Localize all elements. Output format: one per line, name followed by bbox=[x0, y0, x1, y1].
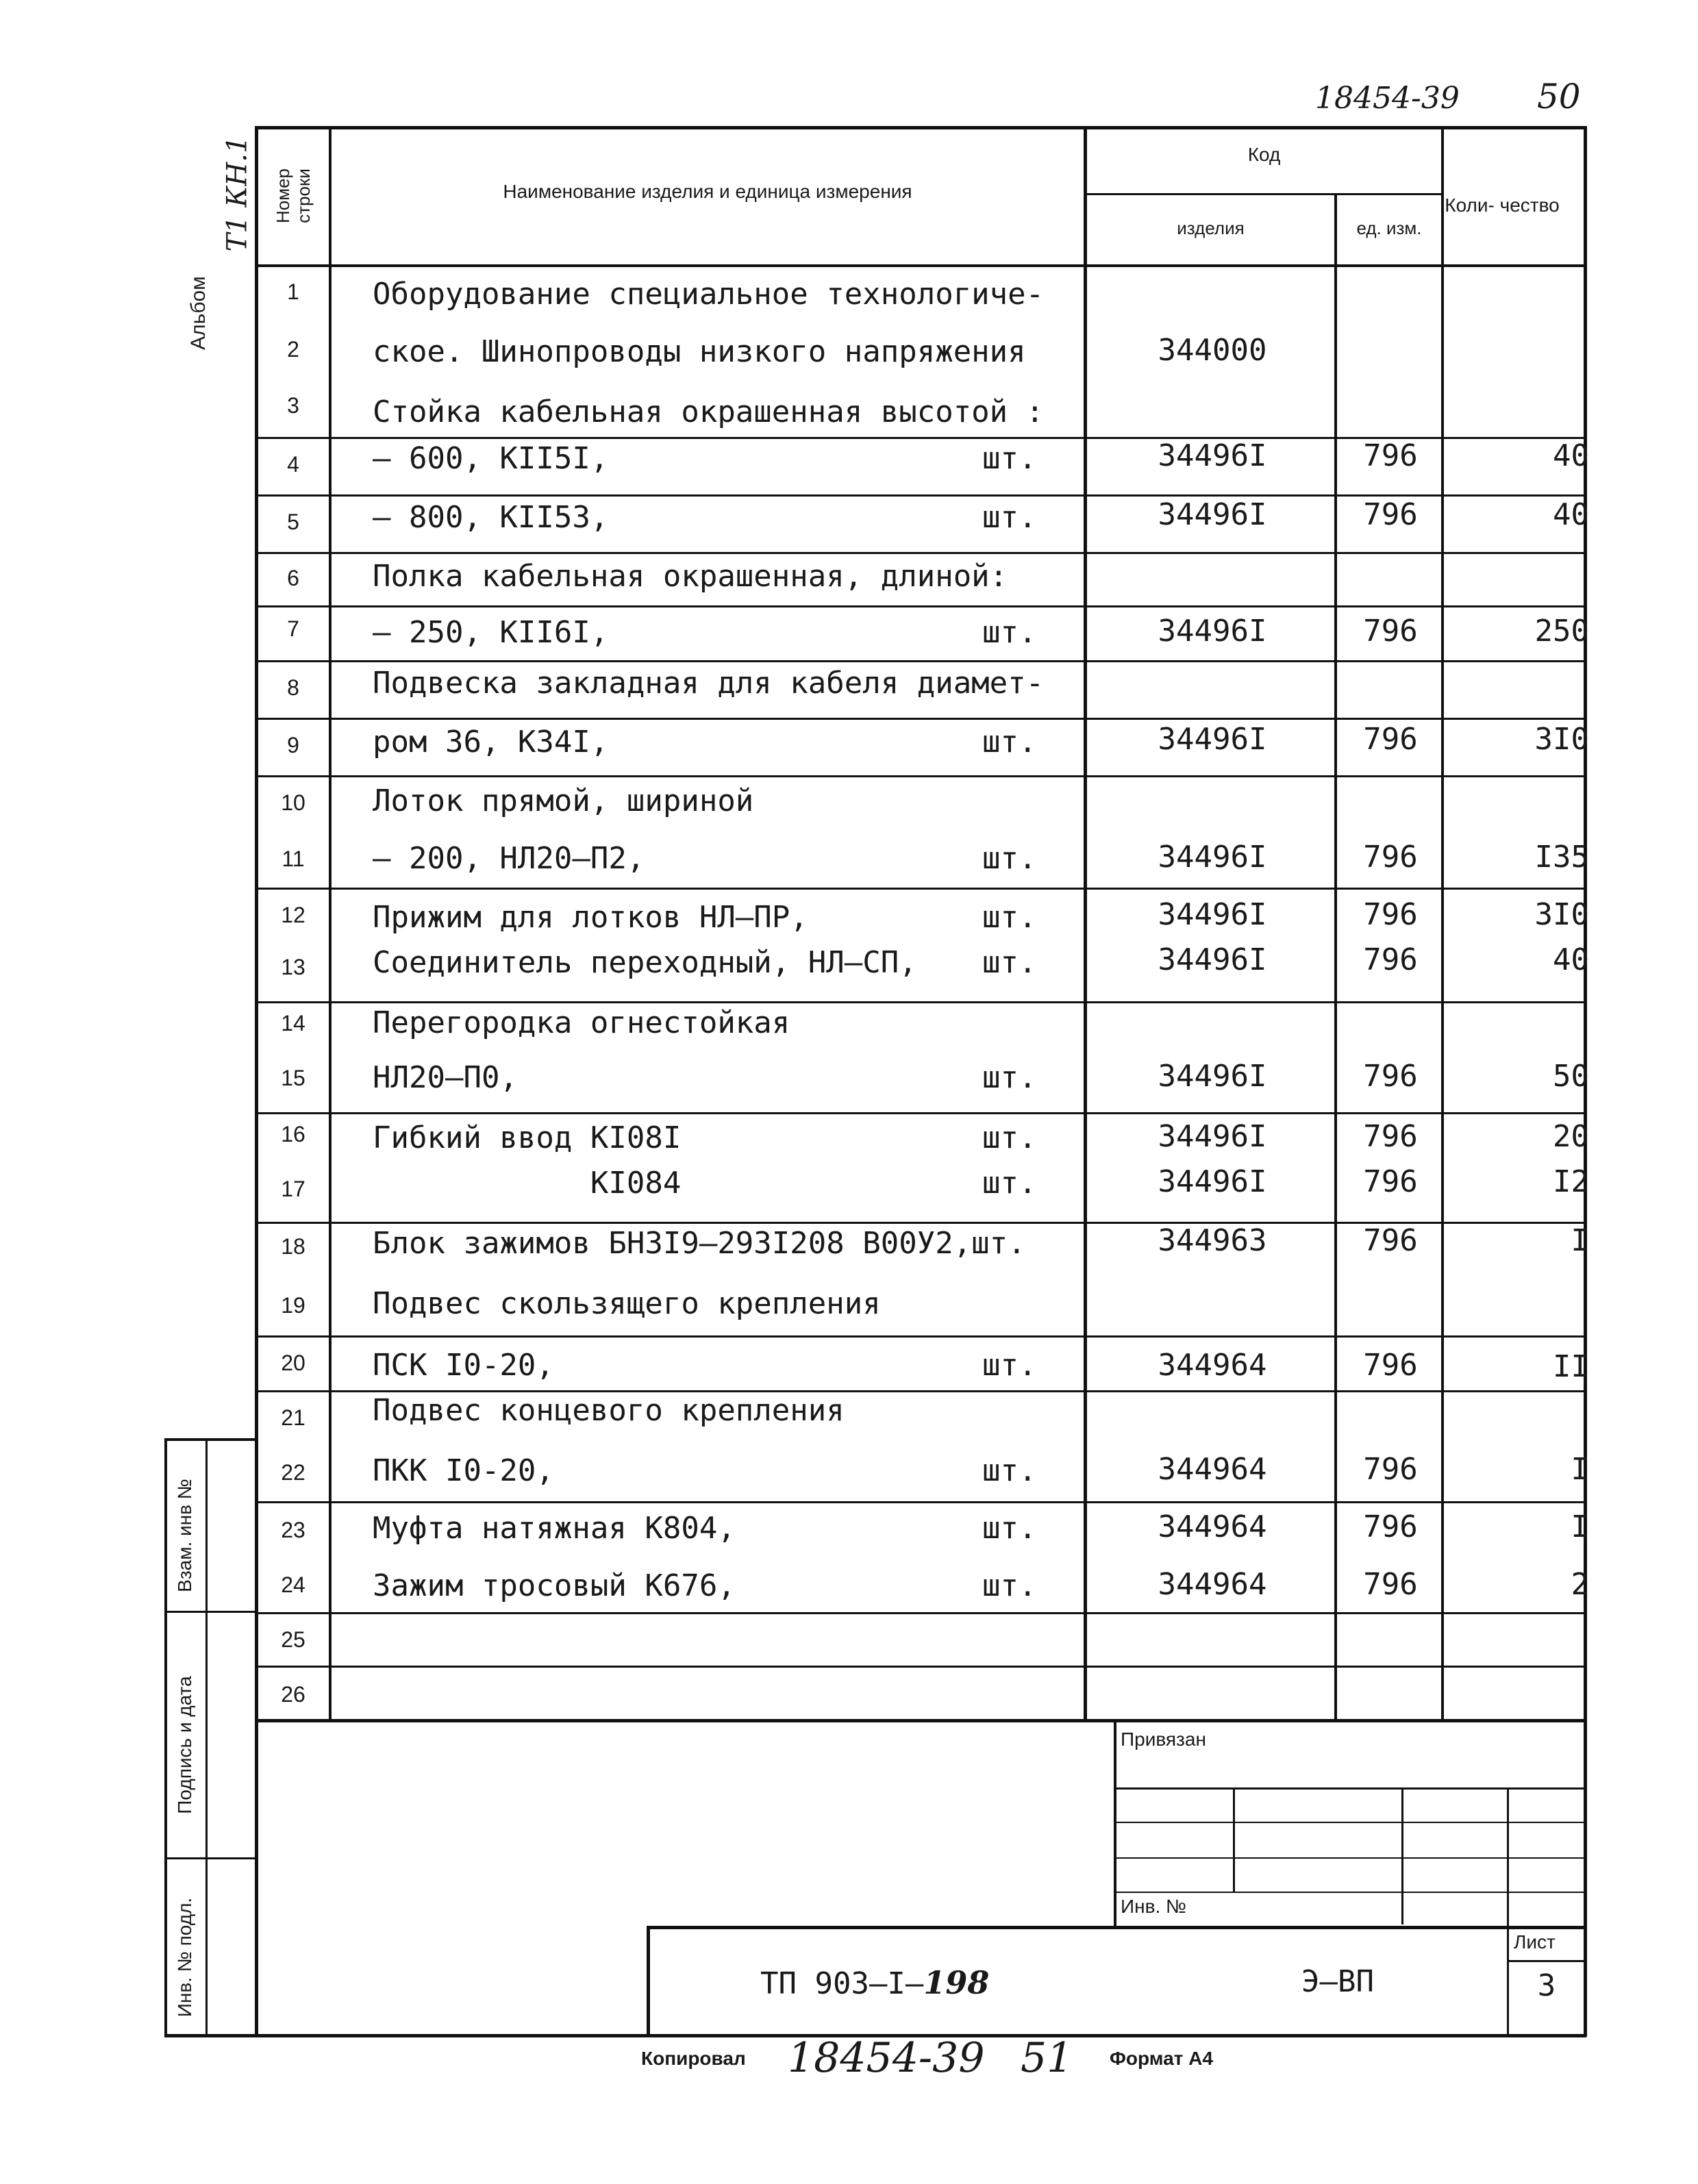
col-line-rownum bbox=[329, 126, 332, 1722]
title-block-privyazan: Привязан bbox=[1121, 1729, 1206, 1750]
side-label-album: Альбом bbox=[187, 276, 210, 350]
row-sep bbox=[258, 888, 1586, 890]
row-code: 34496I bbox=[1158, 497, 1267, 532]
row-sep bbox=[258, 1001, 1586, 1003]
side-label-inv-podl: Инв. № подл. bbox=[174, 1897, 195, 2018]
table-bottom bbox=[258, 1719, 1586, 1722]
tb-left bbox=[1114, 1722, 1116, 1927]
row-unit: шт. bbox=[982, 841, 1037, 876]
row-unit: шт. bbox=[982, 1511, 1037, 1546]
row-qty: 3I0 bbox=[1534, 722, 1589, 757]
row-sep bbox=[258, 718, 1586, 720]
title-block-doc-code bbox=[760, 1964, 989, 2001]
row-code: 34496I bbox=[1158, 722, 1267, 757]
col-line-name bbox=[1084, 126, 1087, 1722]
header-izdeliya: изделия bbox=[1177, 218, 1245, 238]
row-sep bbox=[258, 1612, 1586, 1614]
row-number: 8 bbox=[287, 675, 299, 700]
row-qty: 40 bbox=[1553, 942, 1589, 977]
row-sep bbox=[258, 494, 1586, 497]
tb-row1 bbox=[1114, 1787, 1586, 1790]
row-meas: 796 bbox=[1363, 438, 1418, 473]
row-code: 34496I bbox=[1158, 897, 1267, 932]
header-name: Наименование изделия и единица измерения bbox=[503, 181, 912, 202]
row-sep bbox=[258, 660, 1586, 662]
row-number: 11 bbox=[282, 846, 305, 871]
row-meas: 796 bbox=[1363, 1164, 1418, 1199]
row-qty: II bbox=[1553, 1349, 1589, 1384]
row-meas: 796 bbox=[1363, 1223, 1418, 1258]
footer-kopiroval: Копировал bbox=[641, 2048, 746, 2069]
row-number: 15 bbox=[281, 1066, 305, 1090]
row-number: 5 bbox=[287, 510, 299, 534]
row-unit: шт. bbox=[982, 945, 1037, 980]
row-code: 344964 bbox=[1158, 1452, 1267, 1487]
row-number: 1 bbox=[287, 279, 299, 304]
row-name: – 600, КII5I, bbox=[373, 441, 609, 476]
side-label-podpis-data: Подпись и дата bbox=[174, 1676, 195, 1814]
row-name: Подвеска закладная для кабеля диамет- bbox=[373, 666, 1045, 701]
header-row-number: Номер строки bbox=[273, 168, 314, 224]
row-sep bbox=[258, 552, 1586, 554]
row-unit: шт. bbox=[982, 900, 1037, 935]
row-name: Блок зажимов БН3I9–293I208 В00У2,шт. bbox=[373, 1226, 1026, 1261]
row-meas: 796 bbox=[1363, 840, 1418, 875]
row-qty: I bbox=[1571, 1223, 1589, 1258]
frame-top bbox=[258, 126, 1586, 129]
row-code: 344964 bbox=[1158, 1348, 1267, 1383]
row-number: 13 bbox=[281, 955, 305, 979]
row-name: Стойка кабельная окрашенная высотой : bbox=[373, 394, 1045, 429]
row-code: 34496I bbox=[1158, 614, 1267, 649]
row-unit: шт. bbox=[982, 1453, 1037, 1488]
row-qty: 250 bbox=[1534, 614, 1589, 649]
row-number: 16 bbox=[281, 1122, 305, 1146]
row-meas: 796 bbox=[1363, 722, 1418, 757]
row-meas: 796 bbox=[1363, 1119, 1418, 1154]
row-name: – 200, НЛ20–П2, bbox=[373, 841, 645, 876]
row-number: 7 bbox=[287, 616, 299, 641]
handwritten-doc-number-top: 18454-39 bbox=[1315, 81, 1460, 116]
row-sep bbox=[258, 775, 1586, 777]
row-sep bbox=[258, 1390, 1586, 1392]
row-name: ром 36, К34I, bbox=[373, 725, 609, 760]
row-unit: шт. bbox=[982, 615, 1037, 650]
row-name: – 800, КII53, bbox=[373, 500, 609, 535]
title-block-inv-no: Инв. № bbox=[1121, 1896, 1187, 1917]
handwritten-album-mark: Т1 КН.1 bbox=[221, 136, 253, 252]
handwritten-copy-sheet: 51 bbox=[1021, 2034, 1073, 2082]
row-number: 18 bbox=[281, 1234, 305, 1259]
row-unit: шт. bbox=[982, 441, 1037, 476]
row-meas: 796 bbox=[1363, 1348, 1418, 1383]
row-name: Подвес скользящего крепления bbox=[373, 1286, 881, 1321]
row-name: Оборудование специальное технологиче- bbox=[373, 277, 1045, 312]
row-name: Перегородка огнестойкая bbox=[373, 1005, 790, 1040]
row-number: 4 bbox=[287, 452, 299, 477]
tb-row4 bbox=[1114, 1892, 1586, 1893]
row-sep bbox=[258, 605, 1586, 607]
row-name: КI084 bbox=[373, 1166, 682, 1201]
row-qty: 50 bbox=[1553, 1059, 1589, 1094]
row-number: 26 bbox=[281, 1682, 305, 1707]
row-number: 22 bbox=[281, 1460, 305, 1485]
row-meas: 796 bbox=[1363, 1452, 1418, 1487]
row-code: 34496I bbox=[1158, 1119, 1267, 1154]
row-number: 6 bbox=[287, 566, 299, 590]
row-name: ПКК I0-20, bbox=[373, 1453, 554, 1488]
row-meas: 796 bbox=[1363, 942, 1418, 977]
header-bottom bbox=[258, 264, 1586, 267]
row-unit: шт. bbox=[982, 1348, 1037, 1383]
row-unit: шт. bbox=[982, 1568, 1037, 1603]
tb-row3 bbox=[1114, 1857, 1586, 1859]
tb-vcol1 bbox=[1233, 1787, 1235, 1893]
row-meas: 796 bbox=[1363, 1059, 1418, 1094]
row-qty: I bbox=[1571, 1452, 1589, 1487]
row-code: 344964 bbox=[1158, 1567, 1267, 1602]
row-unit: шт. bbox=[982, 1120, 1037, 1155]
row-qty: I2 bbox=[1553, 1164, 1589, 1199]
row-number: 25 bbox=[281, 1627, 305, 1652]
row-number: 9 bbox=[287, 733, 299, 757]
row-unit: шт. bbox=[982, 725, 1037, 760]
title-block-section: Э–ВП bbox=[1301, 1964, 1374, 1999]
row-number: 12 bbox=[281, 903, 305, 927]
header-kolichestvo: Коли- чество bbox=[1445, 194, 1560, 216]
tb-vcol2 bbox=[1401, 1787, 1403, 1924]
side-label-vzam-inv: Взам. инв № bbox=[174, 1479, 195, 1592]
row-name: Прижим для лотков НЛ–ПР, bbox=[373, 900, 808, 935]
row-qty: 40 bbox=[1553, 497, 1589, 532]
row-qty: 20 bbox=[1553, 1119, 1589, 1154]
row-name: Полка кабельная окрашенная, длиной: bbox=[373, 559, 1008, 594]
row-unit: шт. bbox=[982, 1166, 1037, 1201]
row-code: 344963 bbox=[1158, 1223, 1267, 1258]
row-qty: 3I0 bbox=[1534, 897, 1589, 932]
doc-code-handwritten: 198 bbox=[923, 1964, 990, 2001]
row-number: 19 bbox=[281, 1293, 305, 1318]
row-name: Муфта натяжная К804, bbox=[373, 1511, 736, 1546]
row-name: Соединитель переходный, НЛ–СП, bbox=[373, 945, 917, 980]
row-sep bbox=[258, 1501, 1586, 1503]
row-name: ское. Шинопроводы низкого напряжения bbox=[373, 334, 1026, 369]
header-kod: Код bbox=[1247, 144, 1281, 165]
row-name: Гибкий ввод КI08I bbox=[373, 1120, 682, 1155]
row-number: 3 bbox=[287, 393, 299, 418]
row-meas: 796 bbox=[1363, 497, 1418, 532]
row-sep bbox=[258, 1666, 1586, 1668]
row-name: НЛ20–П0, bbox=[373, 1060, 518, 1095]
row-code: 344964 bbox=[1158, 1509, 1267, 1544]
row-number: 20 bbox=[281, 1351, 305, 1375]
header-ed-izm: ед. изм. bbox=[1356, 218, 1422, 238]
row-name: Зажим тросовый К676, bbox=[373, 1568, 736, 1603]
row-number: 24 bbox=[281, 1572, 305, 1597]
row-name: Подвес концевого крепления bbox=[373, 1393, 845, 1428]
row-number: 2 bbox=[287, 337, 299, 362]
row-number: 14 bbox=[281, 1011, 305, 1035]
row-name: ПСК I0-20, bbox=[373, 1348, 554, 1383]
stamp-left-edge bbox=[164, 1438, 167, 2037]
row-meas: 796 bbox=[1363, 614, 1418, 649]
row-name: – 250, КII6I, bbox=[373, 615, 609, 650]
row-number: 21 bbox=[281, 1405, 305, 1430]
footer-format: Формат А4 bbox=[1110, 2048, 1213, 2069]
title-block-list-label: Лист bbox=[1514, 1931, 1556, 1953]
stamp-top bbox=[164, 1438, 258, 1441]
row-meas: 796 bbox=[1363, 1509, 1418, 1544]
row-qty: I35 bbox=[1534, 840, 1589, 875]
row-code: 34496I bbox=[1158, 438, 1267, 473]
title-block-list-number: 3 bbox=[1537, 1968, 1556, 2003]
row-code: 34496I bbox=[1158, 942, 1267, 977]
handwritten-sheet-number: 50 bbox=[1537, 77, 1581, 116]
row-meas: 796 bbox=[1363, 1567, 1418, 1602]
tb-main-top bbox=[647, 1926, 1586, 1929]
row-sep bbox=[258, 1335, 1586, 1338]
row-code: 344000 bbox=[1158, 333, 1267, 368]
handwritten-copy-number: 18454-39 bbox=[788, 2034, 985, 2082]
stamp-divider bbox=[205, 1438, 208, 2037]
row-meas: 796 bbox=[1363, 897, 1418, 932]
row-number: 10 bbox=[281, 790, 305, 815]
row-number: 23 bbox=[281, 1518, 305, 1542]
tb-list-sep bbox=[1507, 1960, 1586, 1962]
row-sep bbox=[258, 1112, 1586, 1114]
row-code: 34496I bbox=[1158, 1059, 1267, 1094]
row-name: Лоток прямой, шириной bbox=[373, 783, 754, 818]
tb-main-left bbox=[647, 1926, 650, 2037]
row-code: 34496I bbox=[1158, 1164, 1267, 1199]
row-qty: 2 bbox=[1571, 1567, 1589, 1602]
header-kod-divider bbox=[1084, 193, 1444, 195]
row-qty: I bbox=[1571, 1509, 1589, 1544]
doc-code-printed: ТП 903–I– bbox=[760, 1966, 924, 2001]
row-qty: 40 bbox=[1553, 438, 1589, 473]
row-number: 17 bbox=[281, 1177, 305, 1201]
tb-row2 bbox=[1114, 1822, 1586, 1823]
row-unit: шт. bbox=[982, 1060, 1037, 1095]
row-unit: шт. bbox=[982, 500, 1037, 535]
row-code: 34496I bbox=[1158, 840, 1267, 875]
